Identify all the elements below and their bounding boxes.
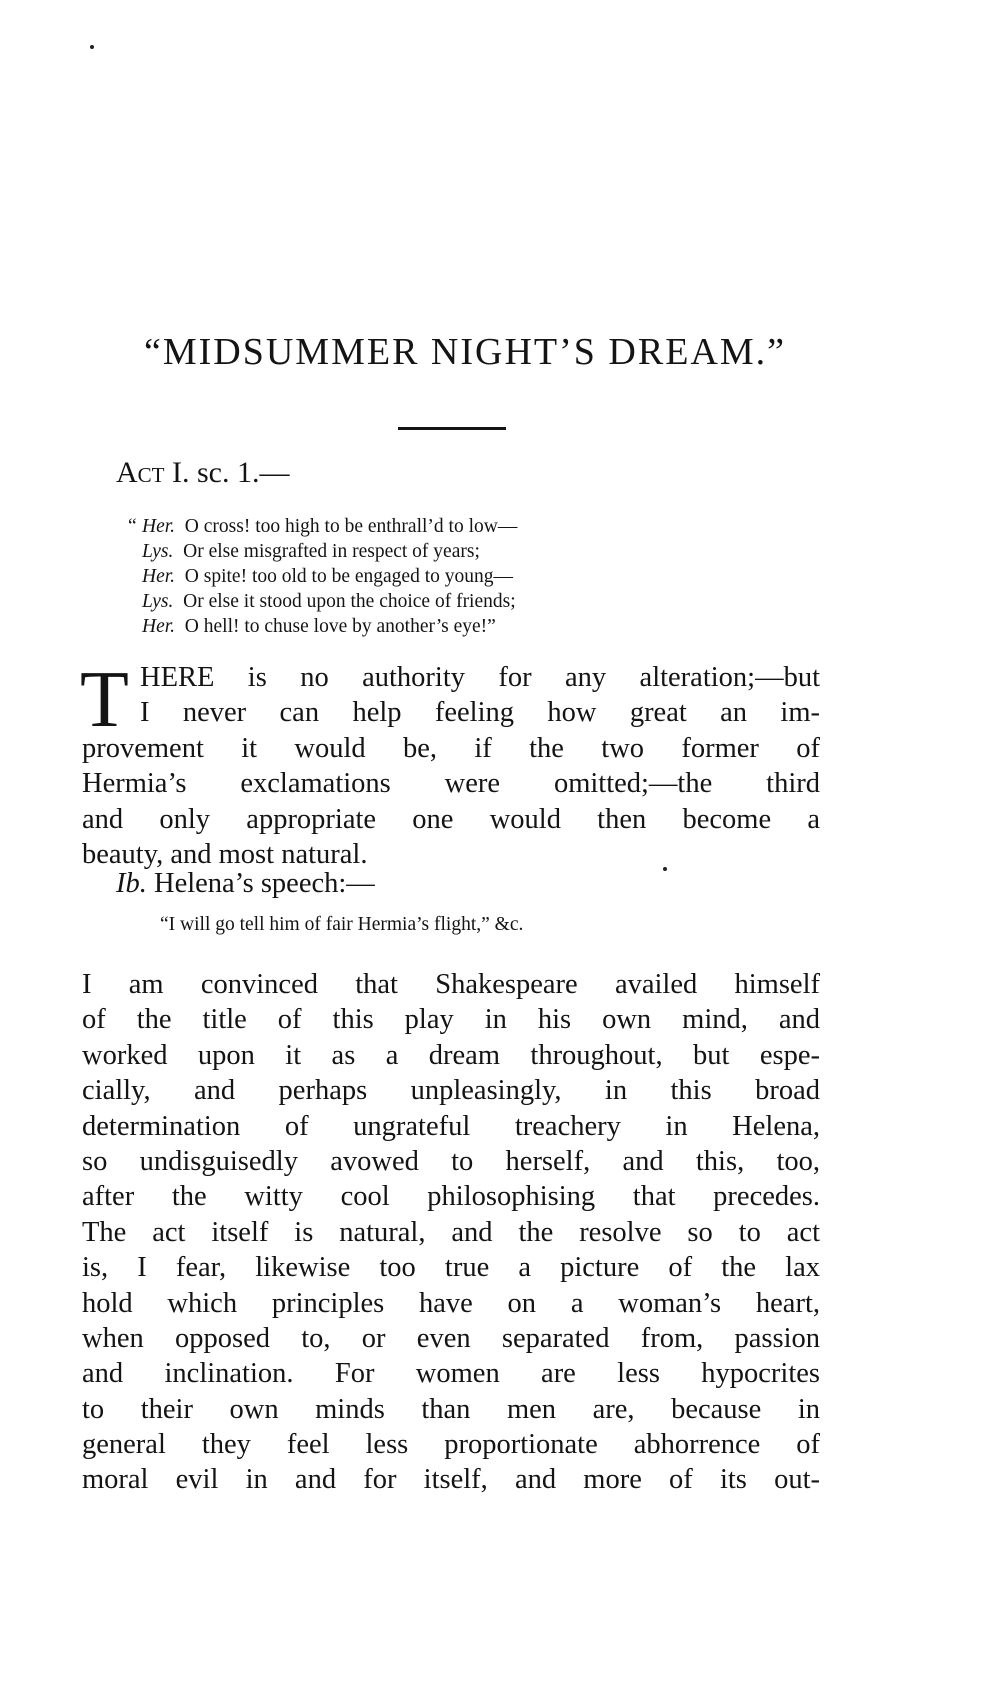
text-line: determination of ungrateful treachery in Helena, [82,1110,820,1142]
verse-line [128,589,728,614]
text-line: Hermia’s exclamations were omitted;—the third [82,768,820,800]
page-title: “MIDSUMMER NIGHT’S DREAM.” [143,331,787,373]
verse-open-quote: “ [128,516,137,537]
act-heading [116,455,289,491]
act-scene: I. sc. 1.— [164,456,290,489]
verse-line [128,564,728,589]
text-line: HERE is no authority for any alteration;—but [140,662,820,693]
paragraph-1 [80,656,820,872]
text-line: beauty, and most natural. [82,838,368,870]
helena-quote: “I will go tell him of fair Hermia’s flight,” &c. [160,914,524,935]
verse-speaker: Her. [142,566,176,587]
text-line: and inclination. For women are less hypocrites [82,1358,820,1390]
text-line: cially, and perhaps unpleasingly, in this broad [82,1075,820,1107]
act-label: Act [116,456,165,489]
text-line: I am convinced that Shakespeare availed himself [82,969,820,1000]
verse-line [128,514,728,539]
verse-line [128,614,728,639]
ib-label: Ib. [116,868,147,899]
text-line: is, I fear, likewise too true a picture of the lax [82,1252,820,1284]
verse-speaker: Lys. [142,591,174,612]
text-line: I never can help feeling how great an im- [140,697,820,729]
verse-text: Or else it stood upon the choice of friends; [183,591,516,612]
text-line: worked upon it as a dream throughout, but espe- [82,1039,820,1071]
verse-speaker: Her. [142,616,176,637]
text-line: to their own minds than men are, because in [82,1393,820,1425]
verse-text: O cross! too high to be enthrall’d to low— [184,516,518,537]
text-line: hold which principles have on a woman’s heart, [82,1287,820,1319]
ib-text: Helena’s speech:— [146,868,375,899]
text-line: The act itself is natural, and the resolve so to act [82,1216,820,1248]
title-rule [398,427,506,430]
text-line: when opposed to, or even separated from, passion [82,1322,820,1354]
text-line: provement it would be, if the two former of [82,732,820,764]
paragraph-2 [82,967,820,1498]
verse-text: O spite! too old to be engaged to young— [184,566,513,587]
verse-speaker: Her. [142,516,176,537]
ib-heading [116,866,375,902]
print-speck [90,45,94,49]
text-line: after the witty cool philosophising that precedes. [82,1181,820,1213]
verse-text: Or else misgrafted in respect of years; [183,541,480,562]
text-line: so undisguisedly avowed to herself, and this, too, [82,1145,820,1177]
text-line: general they feel less proportionate abhorrence of [82,1429,820,1461]
verse-text: O hell! to chuse love by another’s eye!” [184,616,496,637]
drop-cap: T [80,656,129,744]
text-line: and only appropriate one would then become a [82,803,820,835]
verse-quote [128,514,728,639]
verse-line [128,539,728,564]
text-line: of the title of this play in his own mind, and [82,1004,820,1036]
text-line: moral evil in and for itself, and more of its out- [82,1464,820,1496]
verse-speaker: Lys. [142,541,174,562]
